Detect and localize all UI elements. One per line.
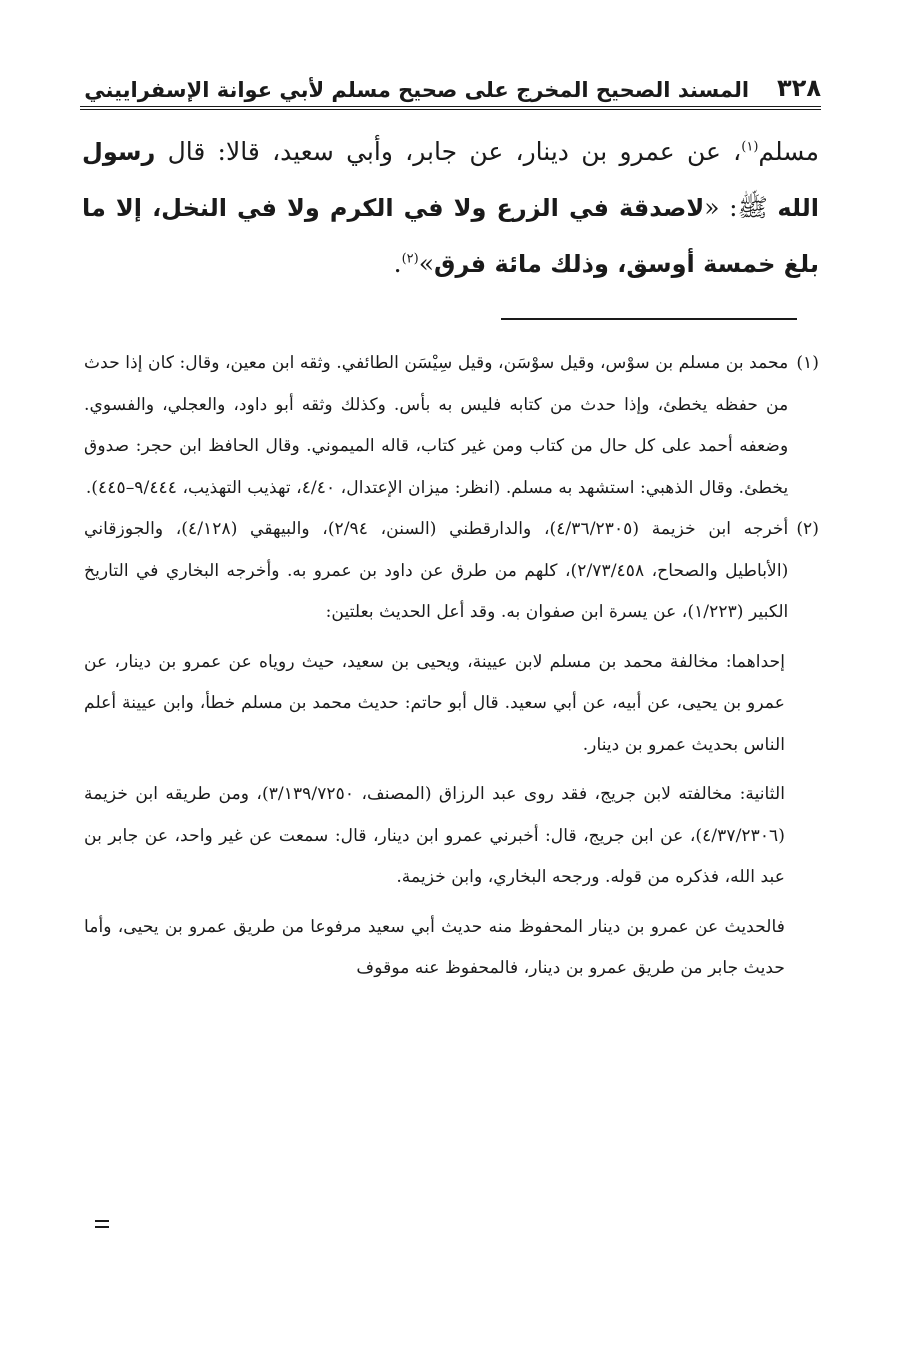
footnote-1 [84,343,819,509]
main-text [82,124,819,292]
footnote-2-paragraph-2: الثانية: مخالفته لابن جريج، فقد روى عبد الرزاق (المصنف، ٣/١٣٩/٧٢٥٠)، ومن طريقه ابن خزيمة (٤/٣٧/٢٣٠٦)، عن ابن جريج، قال: أخبرني عمرو ابن دينار، قال: سمعت عن غير واحد، عن جابر بن عبد الله، فذكره من قوله. ورجحه البخاري، وابن خزيمة. [84,784,785,887]
hadith-text: لاصدقة في الزرع ولا في الكرم ولا في النخل، إلا ما بلغ خمسة أوسق، وذلك مائة فرق [82,194,819,278]
rasul-allah: رسول الله [82,138,819,222]
salutation-glyph: ﷺ: [719,193,778,222]
book-title: المسند الصحيح المخرج على صحيح مسلم لأبي عوانة الإسفراييني [84,78,750,102]
running-header [80,62,821,110]
footnote-2-text: أخرجه ابن خزيمة (٤/٣٦/٢٣٠٥)، والدارقطني (السنن، ٢/٩٤)، والبيهقي (٤/١٢٨)، والجوزقاني (الأباطيل والصحاح، ٢/٧٣/٤٥٨)، كلهم من طرق عن داود بن عمرو به. وأخرجه البخاري في التاريخ الكبير (١/٢٢٣)، عن يسرة ابن صفوان به. وقد أعل الحديث بعلتين: [84,519,789,622]
footnote-1-number: (١) [796,353,819,373]
footnote-2-number: (٢) [796,519,819,539]
footnotes [84,343,819,990]
quote-close: » [418,249,435,278]
footnote-ref-2: (٢) [401,251,419,267]
footnote-2 [84,509,819,634]
continuation-mark [95,1220,109,1228]
footnote-2-paragraph-1: إحداهما: مخالفة محمد بن مسلم لابن عيينة، ويحيى بن سعيد، حيث روياه عن عمرو بن دينار، عن عمرو بن يحيى، عن أبيه، عن أبي سعيد. قال أبو حاتم: حديث محمد بن مسلم خطأ، وابن عيينة أعلم الناس بحديث عمرو بن دينار. [84,651,785,755]
quote-open: « [704,193,720,222]
footnote-separator [501,318,797,320]
end-period: . [393,249,402,278]
page-number: ٣٢٨ [777,74,821,102]
narrator-text: مسلم [758,137,819,166]
chain-text: ، عن عمرو بن دينار، عن جابر، وأبي سعيد، قالا: قال [155,137,742,166]
footnote-2-paragraph-3: فالحديث عن عمرو بن دينار المحفوظ منه حديث أبي سعيد مرفوعا من طريق عمرو بن يحيى، وأما حديث جابر من طريق عمرو بن دينار، فالمحفوظ عنه موقوف [84,916,785,978]
hadith-paragraph [82,124,819,292]
footnote-ref-1: (١) [741,139,759,155]
footnote-1-text: محمد بن مسلم بن سوْس، وقيل سوْسَن، وقيل سِيْسَن الطائفي. وثقه ابن معين، وقال: كان إذا حدث من حفظه يخطئ، وإذا حدث من كتابه فليس به بأس. وكذلك وثقه أبو داود، والعجلي، والفسوي. وضعفه أحمد على كل حال من كتاب ومن غير كتاب، قاله الميموني. وقال الحافظ ابن حجر: صدوق يخطئ. وقال الذهبي: استشهد به مسلم. (انظر: ميزان الإعتدال، ٤/٤٠، تهذيب التهذيب، ٩/٤٤٤–٤٤٥). [84,353,789,498]
